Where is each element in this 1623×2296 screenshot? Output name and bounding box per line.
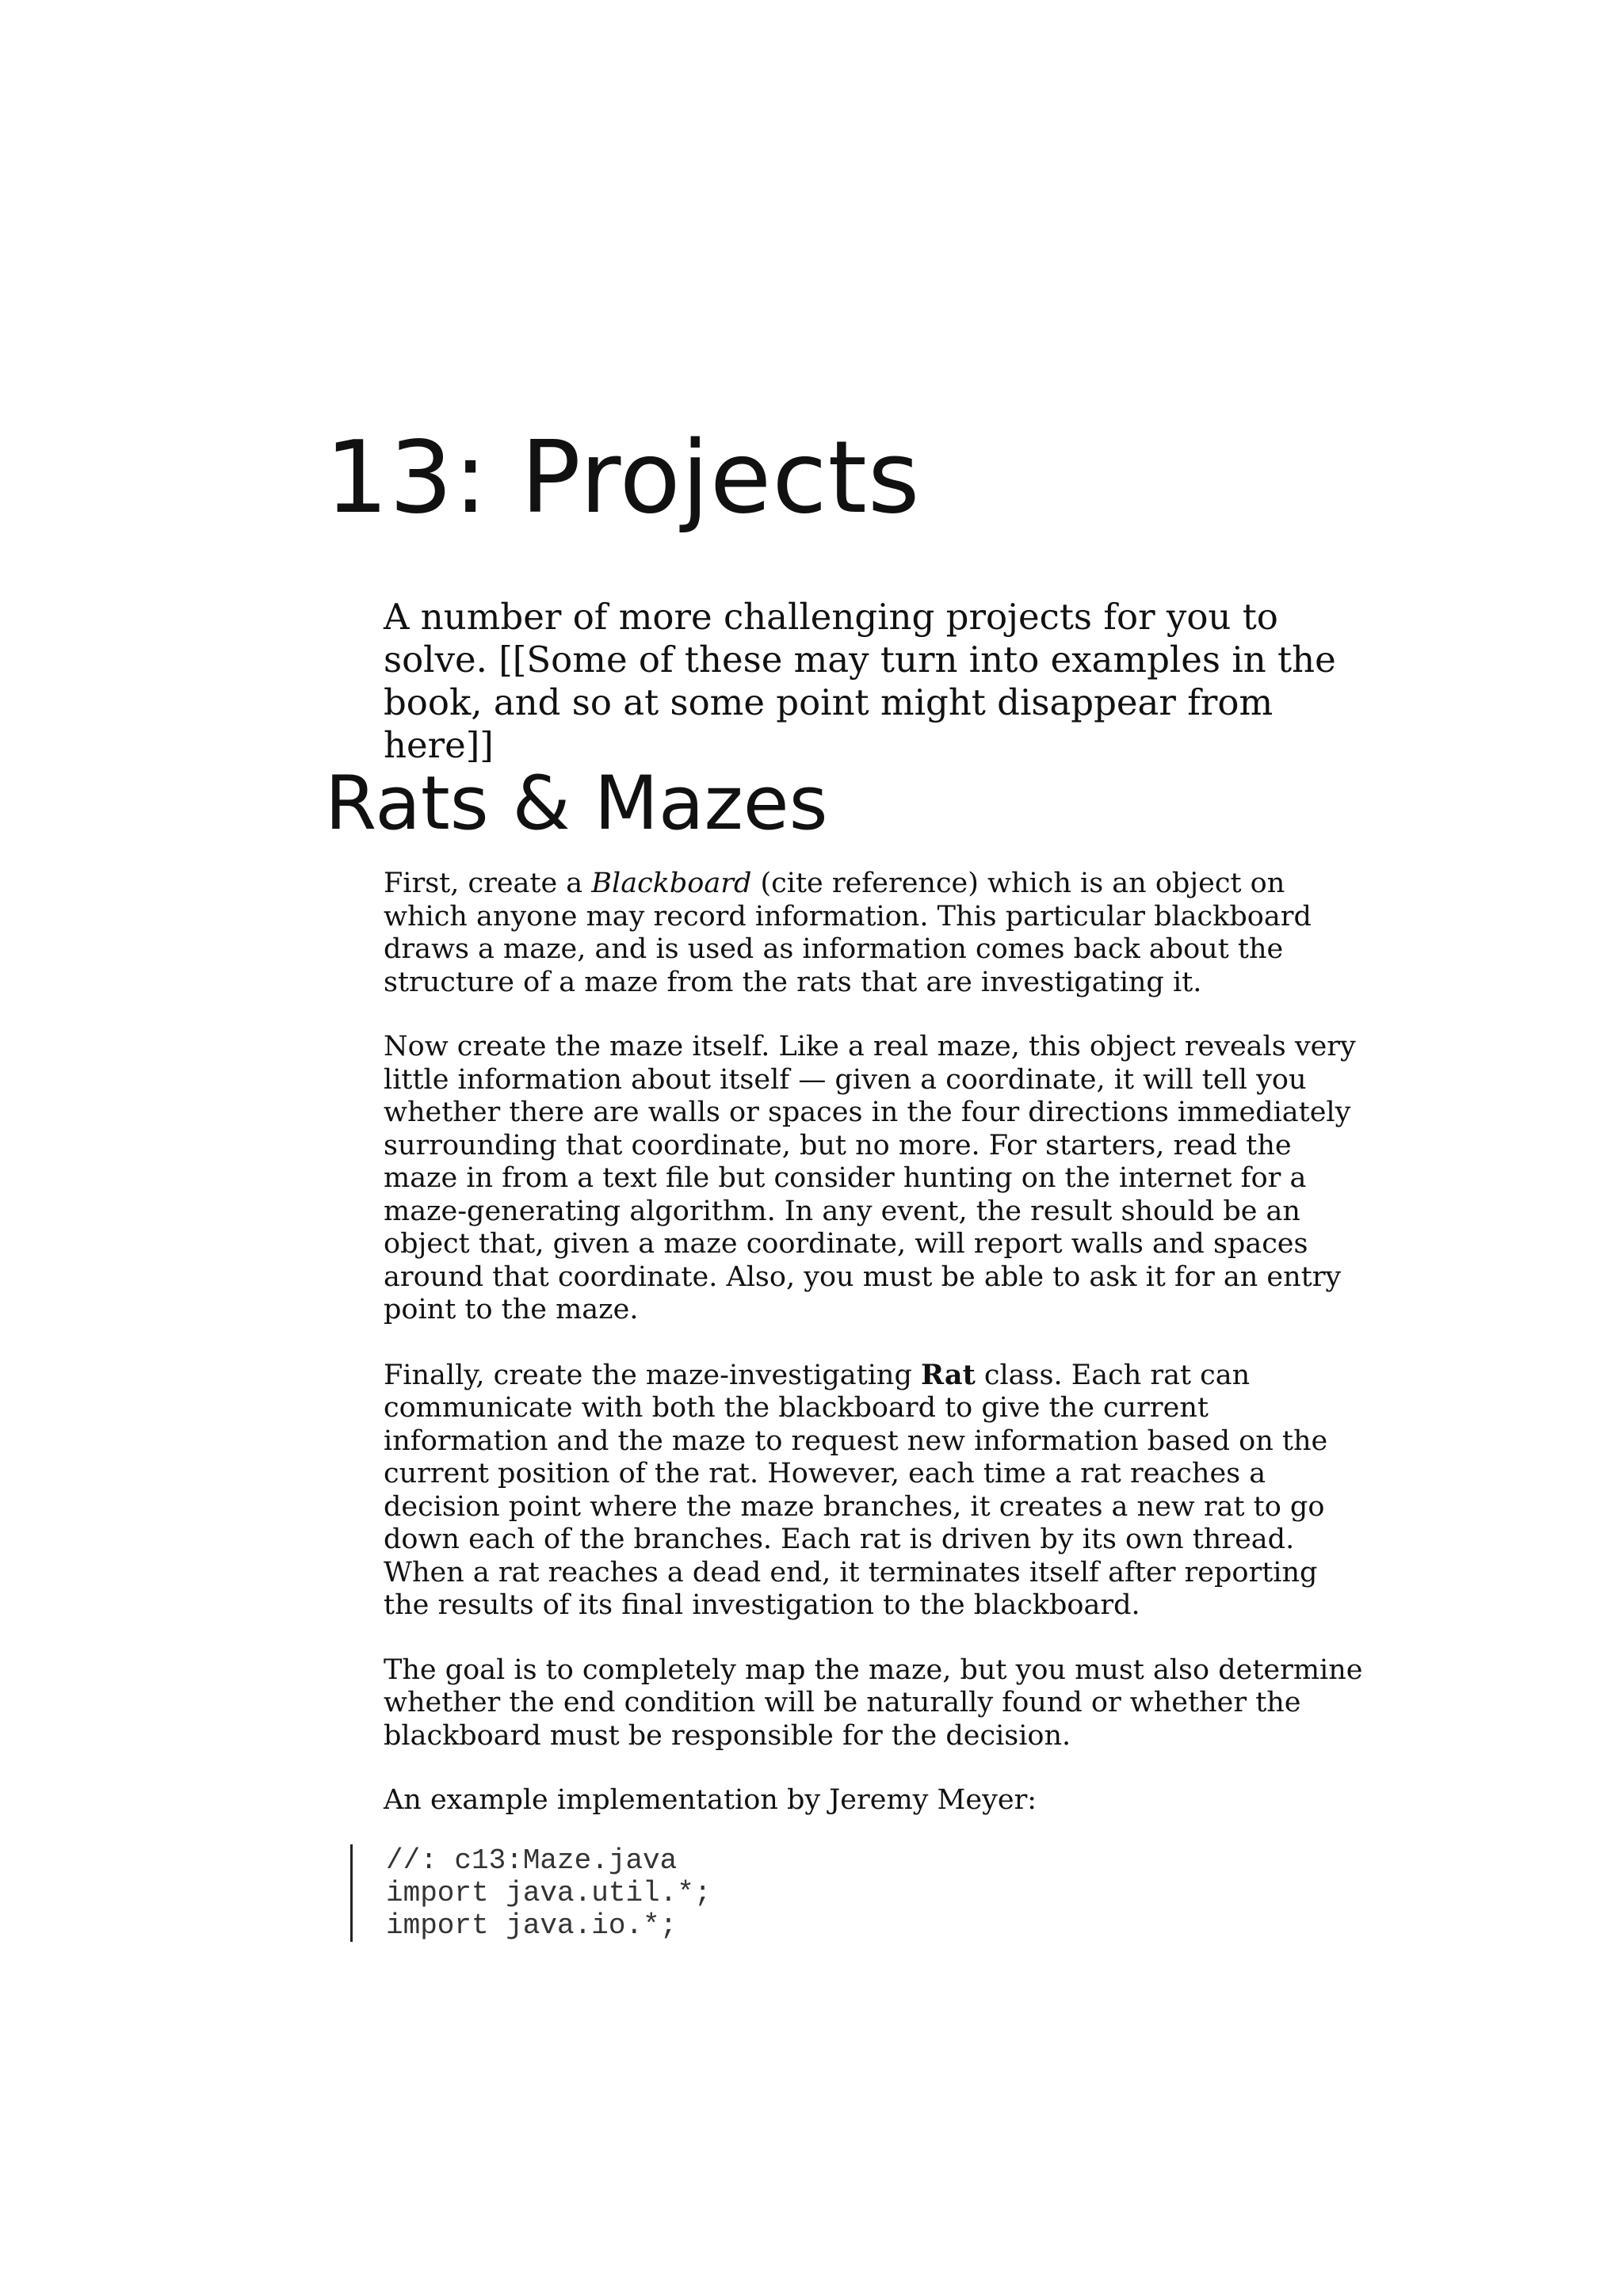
- chapter-title: 13: Projects: [325, 419, 921, 536]
- paragraph-text: (cite reference) which is an object on which anyone may record information. This particular blackboard draws a maze, and is used as information comes back about the structure of a maze from the rats that are investigating it.: [384, 868, 1312, 998]
- paragraph-example-intro: An example implementation by Jeremy Meyer:: [384, 1784, 1037, 1816]
- paragraph-text: class. Each rat can communicate with both the blackboard to give the current information and the maze to request new information based on the current position of the rat. However, each time a rat reaches a decision point where the maze branches, it creates a new rat to go down each of the branches. Each rat is driven by its own thread. When a rat reaches a dead end, it terminates itself after reporting the results of its final investigation to the blackboard.: [384, 1359, 1328, 1621]
- paragraph-text: First, create a: [384, 868, 592, 899]
- paragraph-goal: The goal is to completely map the maze, but you must also determine whether the end condition will be naturally found or whether the blackboard must be responsible for the decision.: [384, 1653, 1363, 1752]
- code-line: import java.io.*;: [386, 1909, 678, 1942]
- paragraph-text: Finally, create the maze-investigating: [384, 1359, 921, 1391]
- blackboard-term: Blackboard: [591, 868, 752, 899]
- paragraph-blackboard: [384, 868, 1366, 999]
- rat-class-term: Rat: [921, 1358, 976, 1391]
- code-listing: [350, 1844, 1366, 1942]
- paragraph-rat: [384, 1359, 1366, 1623]
- code-line: //: c13:Maze.java: [386, 1844, 678, 1877]
- paragraph-maze: Now create the maze itself. Like a real maze, this object reveals very little information about itself — given a coordinate, it will tell you whether there are walls or spaces in the four directions immediately surrounding that coordinate, but no more. For starters, read the maze in from a text file but consider hunting on the internet for a maze-generating algorithm. In any event, the result should be an object that, given a maze coordinate, will report walls and spaces around that coordinate. Also, you must be able to ask it for an entry point to the maze.: [384, 1031, 1356, 1325]
- code-line: import java.util.*;: [386, 1876, 712, 1909]
- section-title: Rats & Mazes: [325, 761, 828, 847]
- section-body: [384, 868, 1366, 1942]
- chapter-intro: A number of more challenging projects for you to solve. [[Some of these may turn into examples in the book, and so at some point might disappear from here]]: [384, 596, 1336, 766]
